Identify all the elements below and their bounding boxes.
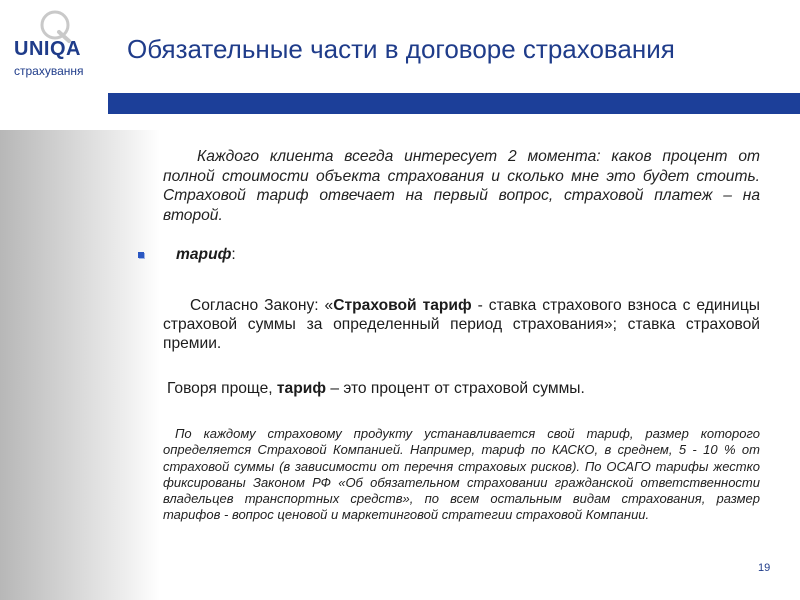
logo-subtitle: страхування: [14, 64, 84, 78]
page-number: 19: [758, 562, 771, 574]
simple-term: тариф: [276, 380, 326, 397]
intro-paragraph: Каждого клиента всегда интересует 2 момента: каков процент от полной стоимости объекта страхования и сколько мне это будет стоить. Страховой тариф отвечает на первый вопрос, страховой платеж – на второй.: [163, 148, 760, 224]
simple-definition-paragraph: [163, 379, 760, 398]
detail-paragraph: По каждому страховому продукту устанавливается свой тариф, размер которого определяется Страховой Компанией. Например, тариф по КАСКО, в среднем, 5 - 10 % от страховой суммы (в зависимости от перечня страховых рисков). По ОСАГО тарифы жестко фиксированы Законом РФ «Об обязательном страховании гражданской ответственности владельцев транспортных средств», по всем остальным видам страхования, размер тарифов - вопрос ценовой и маркетинговой стратегии страховой Компании.: [163, 426, 760, 523]
bullet-term: тариф: [176, 246, 232, 263]
bullet-suffix: :: [231, 246, 236, 263]
page-title: Обязательные части в договоре страхования: [127, 34, 675, 64]
simple-rest: – это процент от страховой суммы.: [326, 380, 585, 397]
law-term: Страховой тариф: [333, 297, 472, 314]
law-prefix: Согласно Закону: «: [190, 297, 334, 314]
logo-name: UNIQA: [14, 38, 81, 60]
law-definition-paragraph: [163, 296, 760, 353]
title-bar: [108, 93, 800, 114]
bullet-item: [163, 245, 760, 265]
bullet-square-icon: [138, 252, 144, 258]
background-photo: [0, 130, 160, 600]
law-rest: - ставка страхового взноса с единицы страховой суммы за определенный период страхования»; ставка страховой премии.: [163, 297, 760, 352]
simple-prefix: Говоря проще,: [167, 380, 277, 397]
